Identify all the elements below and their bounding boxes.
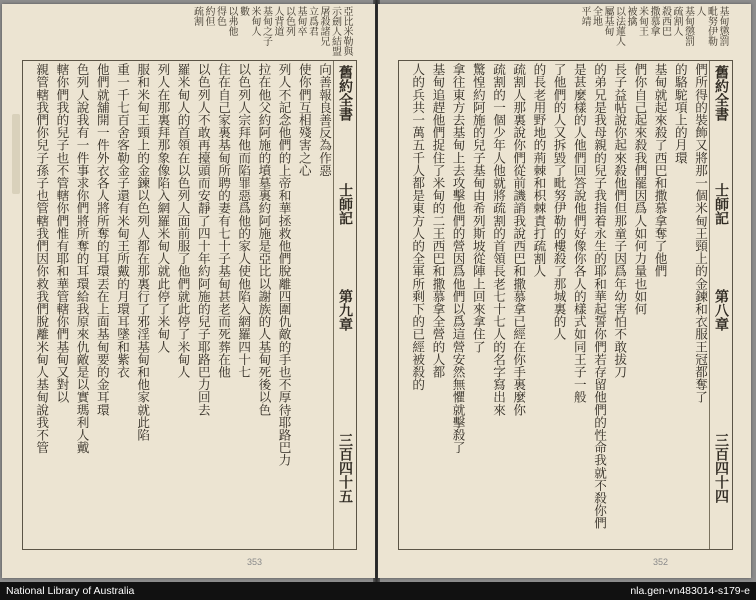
text-column: 們你自己起來殺我們罷因爲人如何力量也如何 bbox=[632, 63, 648, 315]
right-text-frame bbox=[398, 60, 733, 550]
text-column: 住在自己家裏基甸所聘的妻有七十子基甸甚老而死葬在他 bbox=[216, 63, 231, 378]
header-note: 人 bbox=[694, 6, 705, 16]
left-page-number: 三百四十五 bbox=[337, 433, 353, 503]
text-column: 羅米甸人的首領在以色列人面前服了他們就此停了米甸人 bbox=[175, 63, 191, 378]
text-column: 的長老用野地的荊棘和枳棘責打疏割人 bbox=[531, 63, 547, 278]
header-note: 人背道 bbox=[272, 6, 283, 36]
left-pencil-mark: 353 bbox=[247, 557, 263, 567]
header-note: 示劍人結盟 bbox=[329, 6, 341, 56]
header-note: 基甸懲罰 bbox=[682, 6, 694, 46]
header-note: 米甸人 bbox=[249, 6, 260, 36]
header-note: 屬基甸 bbox=[602, 6, 613, 36]
text-column: 基甸追趕他們捉住了米甸的二王西巴和撒慕拿全營的人都 bbox=[430, 63, 446, 378]
text-column: 人的兵共一萬五千人都是東方人的全軍所剩下的已經被殺的 bbox=[410, 63, 426, 391]
left-text-frame bbox=[22, 60, 357, 550]
header-note: 以法蓮人 bbox=[613, 6, 625, 46]
header-note: 基甸之子 bbox=[260, 6, 272, 46]
right-page bbox=[378, 4, 751, 578]
header-note: 殺西巴 bbox=[659, 6, 671, 36]
text-column: 使你們互相殘害之心 bbox=[296, 63, 312, 177]
right-chapter: 第八章 bbox=[713, 289, 729, 331]
text-column: 的弟兄是我母親的兒子我指着永生的耶和華起誓你們若存留他們的性命我就不殺你們 bbox=[592, 63, 607, 530]
text-column: 向善報良善反為作惡 bbox=[317, 63, 332, 177]
header-note: 毗努伊勒 bbox=[705, 6, 717, 46]
header-note: 以弗他 bbox=[226, 6, 237, 36]
right-title-column bbox=[714, 65, 728, 549]
header-note: 疏割人 bbox=[671, 6, 682, 36]
text-column: 列人不記念他們的上帝和華拯救他們脫離四圍仇敵的手也不厚待耶路巴力 bbox=[276, 63, 292, 467]
text-column: 的駱駝項上的月環 bbox=[672, 63, 688, 164]
text-column: 以色列人宗拜他而陷罪惡爲他的家人使他陷入網羅四十七 bbox=[236, 63, 252, 378]
text-column: 以色列人不敢再擡頭而安靜了四十年約阿施的兒子耶路巴力回去 bbox=[195, 63, 211, 416]
page-stain bbox=[12, 114, 20, 194]
header-note: 基甸懲罰 bbox=[717, 6, 728, 46]
text-column: 們所得的裝飾又將那一個米甸王頸上的金鍊和衣服王冠都奪了 bbox=[693, 63, 708, 404]
text-column: 了他們的人又拆毀了毗努伊勒的樓殺了那城裏的人 bbox=[551, 63, 567, 341]
left-page bbox=[2, 4, 375, 578]
header-note: 米甸王 bbox=[636, 6, 648, 36]
footer-bar bbox=[0, 582, 756, 600]
header-note: 被擒 bbox=[625, 6, 636, 26]
text-column: 是甚麼樣的人他們回答說他們好像你各人的樣式如同王子一般 bbox=[571, 63, 587, 404]
header-note: 全地 bbox=[590, 6, 602, 26]
left-title-column bbox=[338, 65, 352, 549]
header-note: 得色 bbox=[214, 6, 226, 26]
header-note: 以色列 bbox=[283, 6, 295, 36]
right-book-name: 士師記 bbox=[713, 183, 729, 225]
text-column: 疏割的一個少年人他就將疏割的首領長老七十七人的名字寫出來 bbox=[491, 63, 506, 416]
header-note: 撒慕拿 bbox=[648, 6, 659, 36]
text-column: 拿往東方去基甸上去攻擊他們的營因爲他們以爲這營安然無懼就擊殺了 bbox=[450, 63, 466, 454]
text-column: 疏割人那裏說你們從前譏誚我說西巴和撒慕拿已經在你手裏麼你 bbox=[511, 63, 527, 416]
text-column: 基甸就起來殺了西巴和撒慕拿奪了他們 bbox=[652, 63, 668, 278]
right-title-divider bbox=[709, 61, 710, 549]
text-column: 他們就舖開一件外衣各人將所奪的耳環丟在上面基甸要的金耳環 bbox=[94, 63, 110, 416]
footer-library: National Library of Australia bbox=[6, 585, 135, 597]
right-pencil-mark: 352 bbox=[653, 557, 669, 567]
text-column: 長子益帖說你起來殺他們但那童子因爲年幼害怕不敢拔刀 bbox=[612, 63, 628, 378]
text-column: 重一千七百舍客勒金子還有米甸王所戴的月環耳墜和紫衣 bbox=[115, 63, 130, 378]
header-note: 立爲君 bbox=[306, 6, 318, 36]
left-chapter: 第九章 bbox=[337, 289, 353, 331]
text-column: 親管轄我們你兒子孫子也管轄我們因你救我們脫離米甸人基甸說我不管 bbox=[34, 63, 50, 454]
header-note: 疏割 bbox=[191, 6, 203, 26]
text-column: 拉在他父約阿施的墳墓裏約阿施是亞比以謝族的人基甸死後以色 bbox=[256, 63, 272, 416]
header-note: 約但 bbox=[203, 6, 214, 26]
text-column: 服和米甸王頸上的金鍊以色列人都在那裏行了邪淫基甸和他家就此陷 bbox=[135, 63, 151, 441]
header-note: 平靖 bbox=[579, 6, 590, 26]
header-note: 數 bbox=[237, 6, 249, 16]
text-column: 色列人說我有一件事求你們將所奪的耳環給我原來仇敵是以實瑪利人戴 bbox=[74, 63, 90, 454]
left-title-divider bbox=[333, 61, 334, 549]
text-column: 轄你們我的兒子也不管轄你們惟有耶和華管轄你們基甸又對以 bbox=[54, 63, 70, 404]
header-note: 屠殺諸兄 bbox=[318, 6, 329, 46]
right-title: 舊約全書 bbox=[713, 65, 729, 121]
left-book-name: 士師記 bbox=[337, 183, 353, 225]
header-note: 基甸卒 bbox=[295, 6, 306, 36]
text-column: 驚惶約阿施的兒子基甸由希列斯坡從陣上回來拿住了 bbox=[470, 63, 486, 353]
text-column: 列人在那裏拜那象像陷入網羅米甸人就此停了米甸人 bbox=[155, 63, 171, 353]
right-page-number: 三百四十四 bbox=[713, 433, 729, 503]
footer-id: nla.gen-vn483014-s179-e bbox=[630, 585, 750, 597]
left-title: 舊約全書 bbox=[337, 65, 353, 121]
header-note: 亞比米勒與 bbox=[341, 6, 352, 56]
